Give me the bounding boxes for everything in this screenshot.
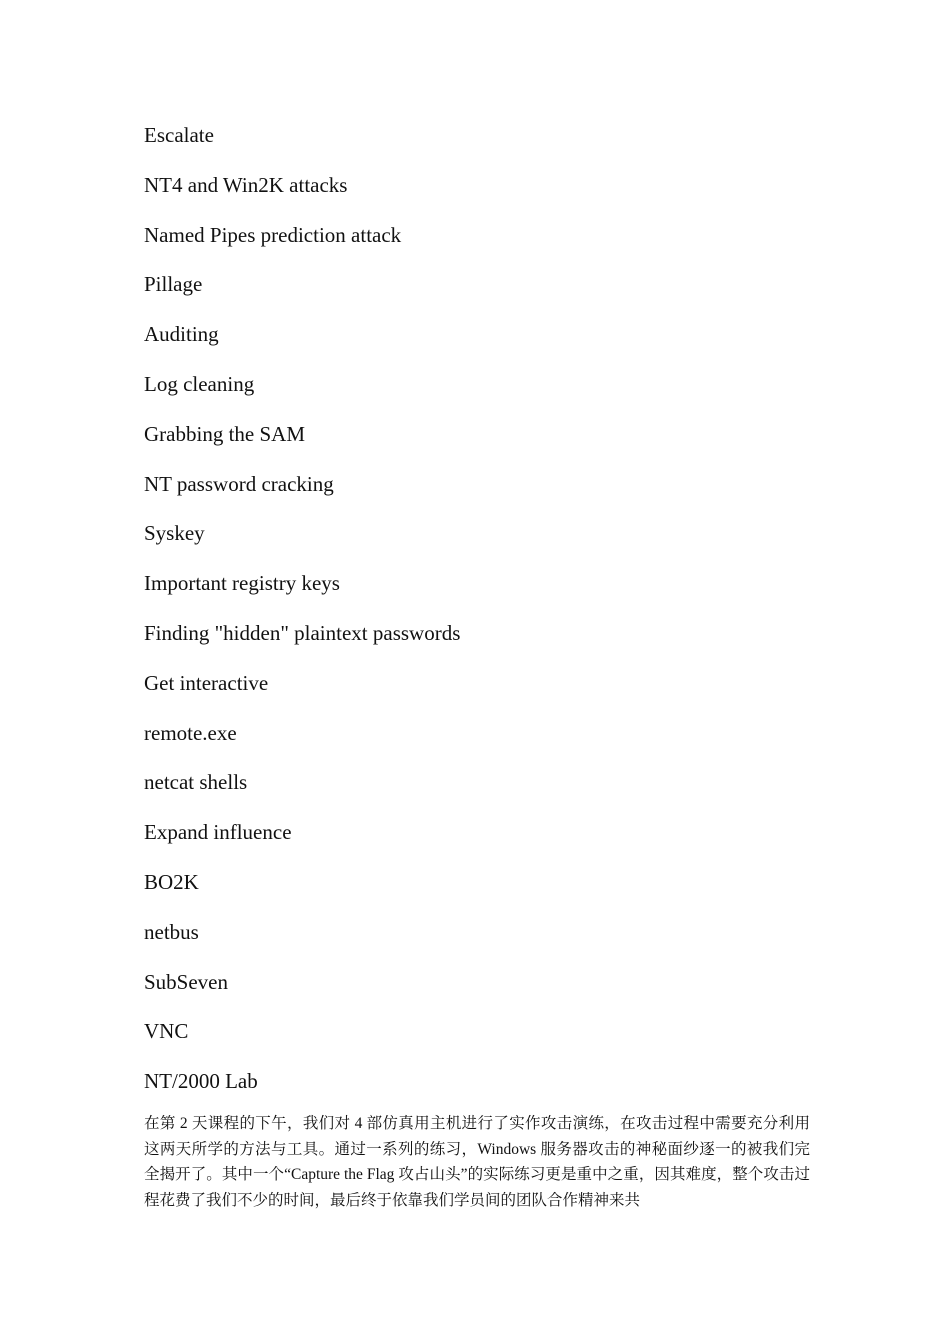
- list-item: VNC: [144, 1019, 189, 1044]
- list-item: BO2K: [144, 869, 199, 894]
- list-item: Log cleaning: [144, 371, 255, 396]
- list-item: NT4 and Win2K attacks: [144, 172, 348, 197]
- list-item: netbus: [144, 919, 199, 944]
- topic-list: [144, 121, 824, 1117]
- list-item: Expand influence: [144, 820, 292, 845]
- list-item: Pillage: [144, 272, 203, 297]
- list-item: Grabbing the SAM: [144, 421, 305, 446]
- list-item: SubSeven: [144, 969, 228, 994]
- list-item: Finding "hidden" plaintext passwords: [144, 620, 461, 645]
- list-item: Named Pipes prediction attack: [144, 222, 402, 247]
- list-item: remote.exe: [144, 720, 237, 745]
- list-item: NT/2000 Lab: [144, 1069, 258, 1094]
- list-item: Important registry keys: [144, 571, 340, 596]
- list-item: Auditing: [144, 322, 219, 347]
- body-paragraph: 在第 2 天课程的下午，我们对 4 部仿真用主机进行了实作攻击演练，在攻击过程中需要充分利用这两天所学的方法与工具。通过一系列的练习，Windows 服务器攻击的神秘面纱逐一的被我们完全揭开了。其中一个“Capture the Flag 攻占山头”的实际练习更是重中之重，因其难度，整个攻击过程花费了我们不少的时间，最后终于依靠我们学员间的团队合作精神来共: [144, 1115, 810, 1209]
- list-item: Get interactive: [144, 670, 269, 695]
- list-item: netcat shells: [144, 770, 248, 795]
- list-item: Syskey: [144, 521, 205, 546]
- list-item: NT password cracking: [144, 471, 334, 496]
- list-item: Escalate: [144, 123, 214, 147]
